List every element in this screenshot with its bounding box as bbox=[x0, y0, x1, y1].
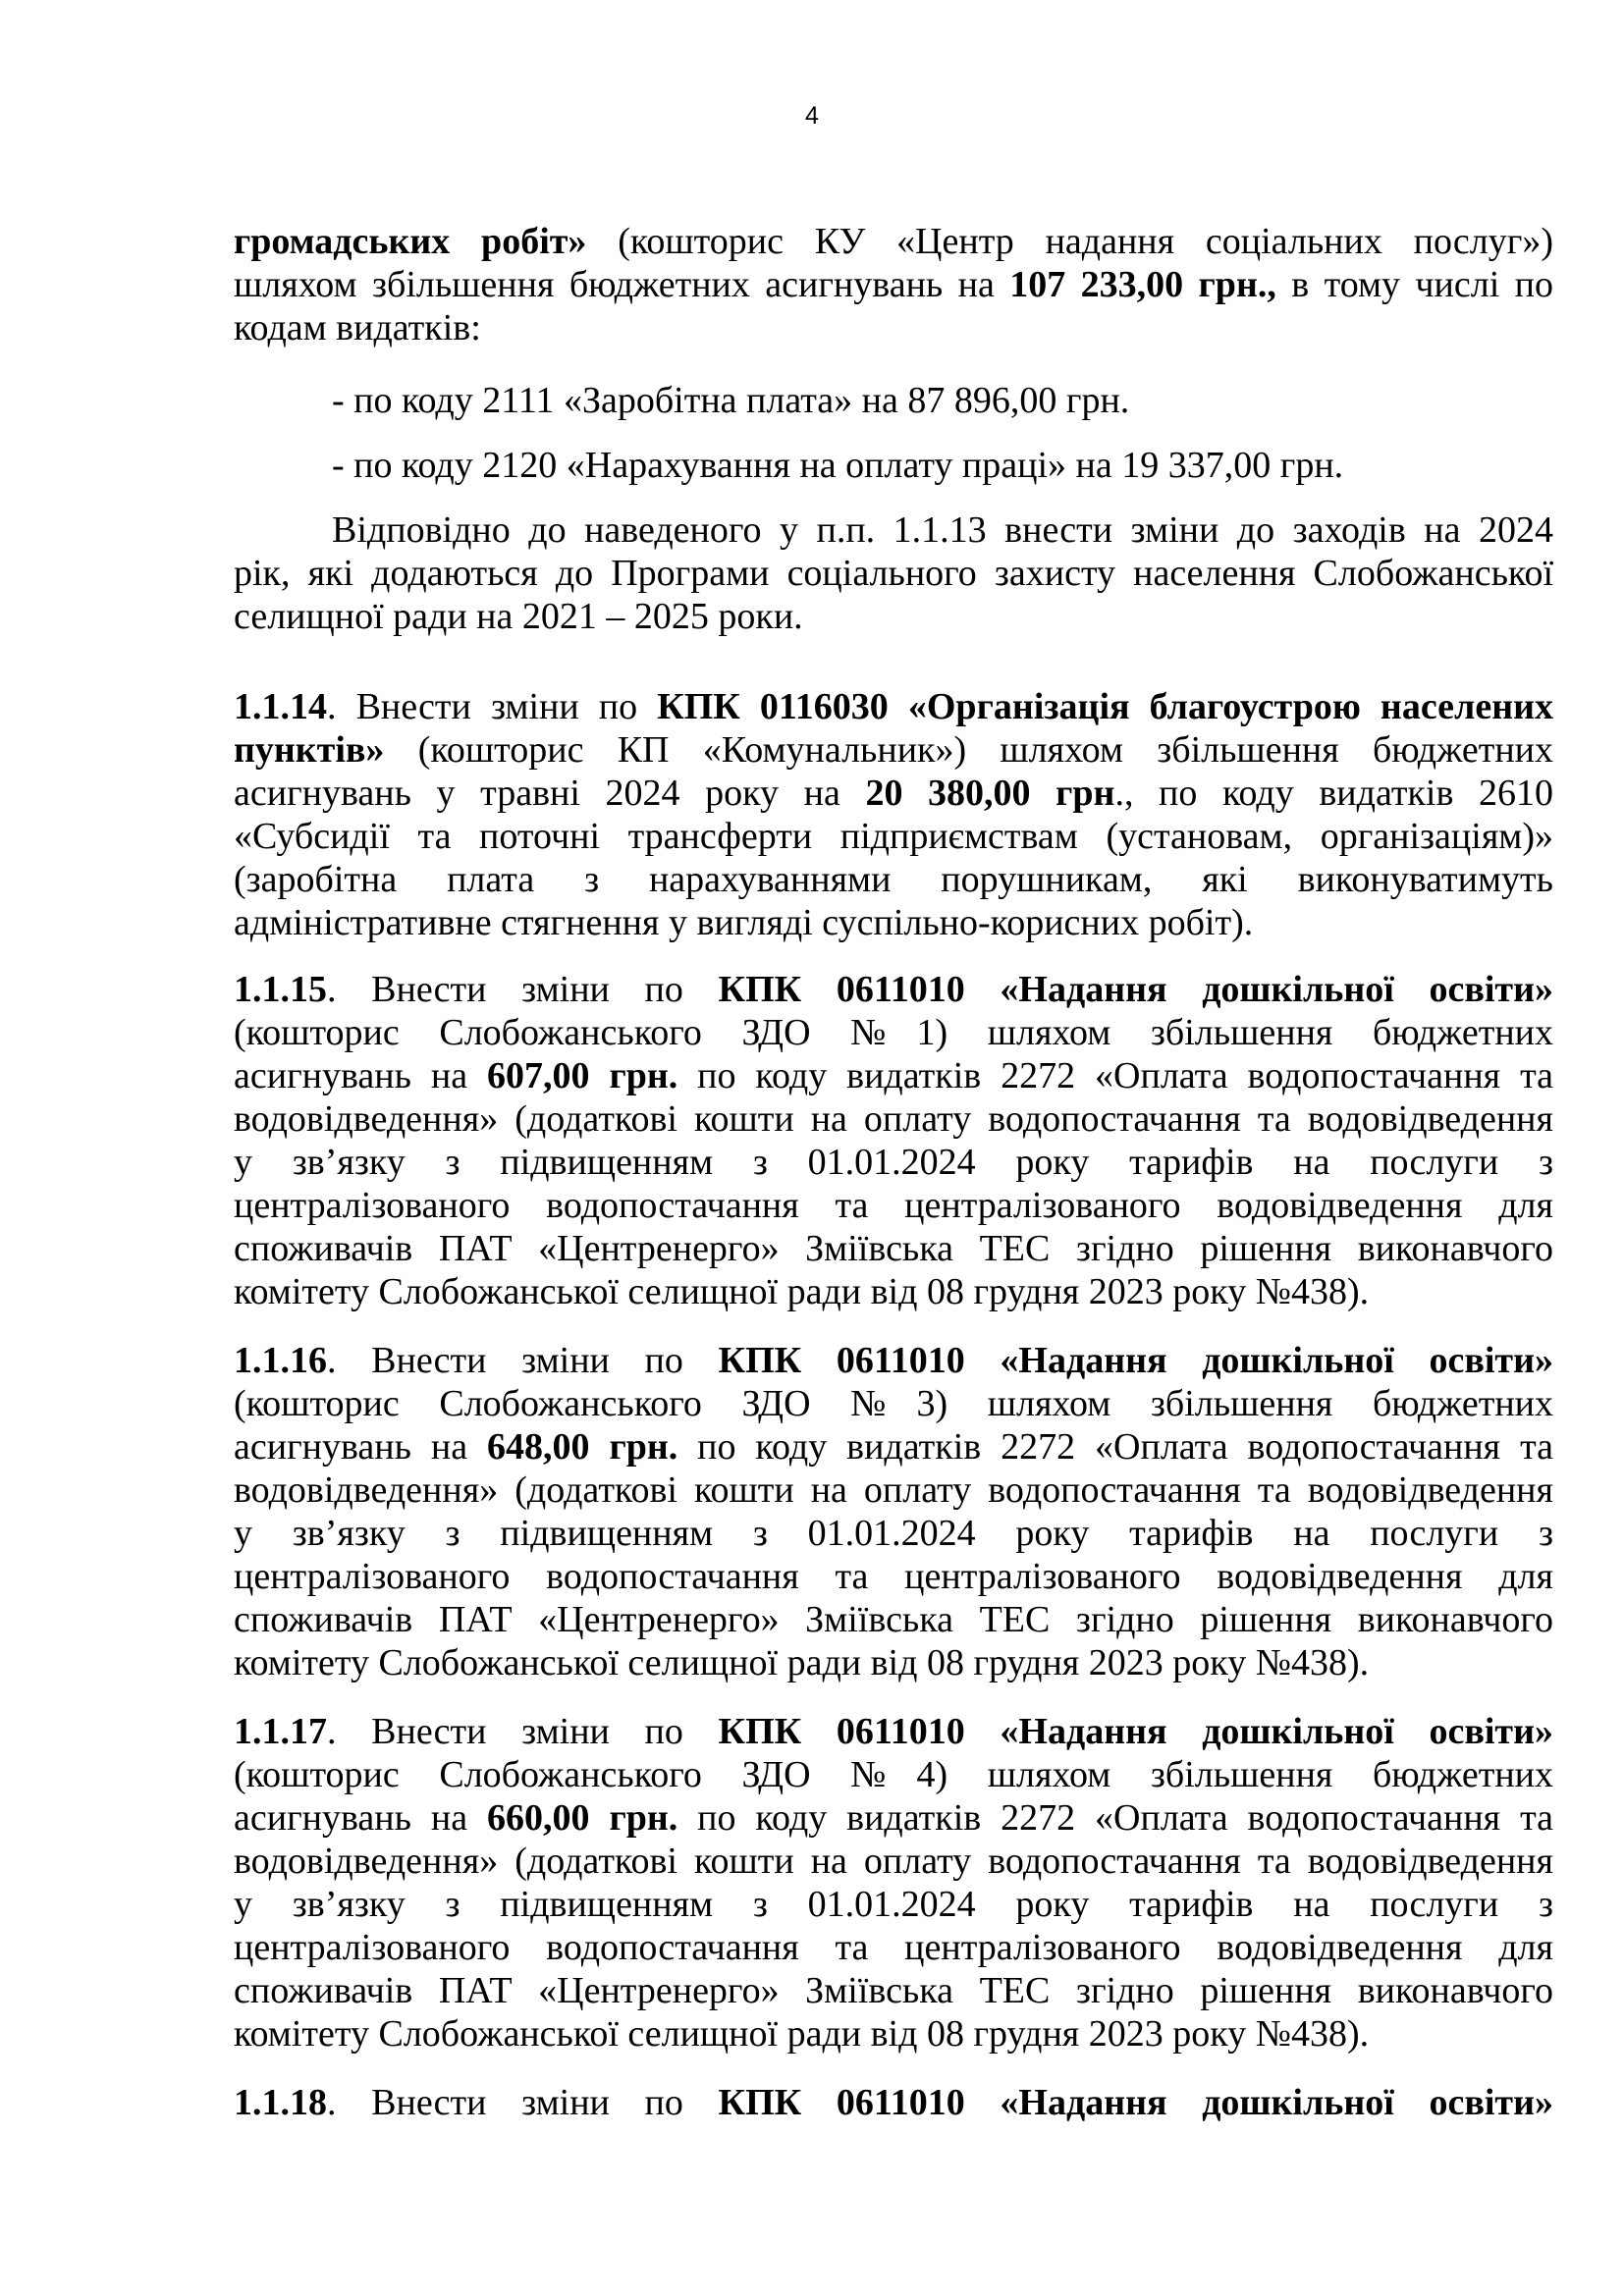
section-1-1-16-line: споживачів ПАТ «Центренерго» Зміївська ТЕС згідно рішення виконавчого bbox=[234, 1599, 1553, 1640]
text-run: асигнувань на bbox=[234, 1797, 488, 1839]
text-run: по коду видатків 2272 «Оплата водопостачання та bbox=[677, 1797, 1554, 1839]
section-1-1-14-line: (заробітна плата з нарахуваннями порушникам, які виконуватимуть bbox=[234, 859, 1553, 900]
text-run: . Внести зміни по bbox=[327, 969, 719, 1010]
list-item-2120: - по коду 2120 «Нарахування на оплату праці» на 19 337,00 грн. bbox=[332, 445, 1344, 486]
text-run: (кошторис КП «Комунальник») шляхом збільшення бюджетних bbox=[384, 729, 1553, 771]
amount-bold: 660,00 грн. bbox=[487, 1797, 678, 1839]
paragraph-line bbox=[234, 220, 1553, 263]
section-1-1-18-line bbox=[234, 2081, 1553, 2124]
section-1-1-16-line: комітету Слобожанської селищної ради від 08 грудня 2023 року №438). bbox=[234, 1642, 1370, 1683]
section-1-1-17-line: комітету Слобожанської селищної ради від 08 грудня 2023 року №438). bbox=[234, 2013, 1370, 2055]
bold-text: пунктів» bbox=[234, 729, 385, 771]
paragraph-line bbox=[234, 263, 1553, 306]
amount-bold: 20 380,00 грн bbox=[865, 773, 1115, 814]
bold-text: КПК 0611010 «Надання дошкільної освіти» bbox=[718, 2082, 1553, 2123]
section-1-1-16-line bbox=[234, 1425, 1553, 1468]
page-number: 4 bbox=[805, 102, 819, 130]
section-1-1-15-line: у зв’язку з підвищенням з 01.01.2024 року тарифів на послуги з bbox=[234, 1142, 1553, 1183]
section-1-1-15-line bbox=[234, 1054, 1553, 1097]
amount-bold: 107 233,00 грн., bbox=[1009, 264, 1276, 305]
section-1-1-16-line: водовідведення» (додаткові кошти на оплату водопостачання та водовідведення bbox=[234, 1469, 1553, 1511]
text-run: по коду видатків 2272 «Оплата водопостачання та bbox=[677, 1426, 1554, 1468]
section-1-1-16-line bbox=[234, 1339, 1553, 1382]
text-run: в тому числі по bbox=[1275, 264, 1553, 305]
section-1-1-17-line: централізованого водопостачання та централізованого водовідведення для bbox=[234, 1927, 1553, 1968]
section-1-1-17-line: у зв’язку з підвищенням з 01.01.2024 року тарифів на послуги з bbox=[234, 1884, 1553, 1925]
section-1-1-17-line: водовідведення» (додаткові кошти на оплату водопостачання та водовідведення bbox=[234, 1841, 1553, 1882]
text-run: асигнувань на bbox=[234, 1055, 488, 1096]
section-1-1-17-line: (кошторис Слобожанського ЗДО №4) шляхом збільшення бюджетних bbox=[234, 1754, 1553, 1795]
text-run: . Внести зміни по bbox=[327, 2082, 719, 2123]
section-number: 1.1.15 bbox=[234, 969, 327, 1010]
section-1-1-14-line bbox=[234, 772, 1553, 815]
section-1-1-15-line: централізованого водопостачання та централізованого водовідведення для bbox=[234, 1185, 1553, 1226]
section-1-1-14-line bbox=[234, 728, 1553, 772]
paragraph-line: рік, які додаються до Програми соціального захисту населення Слобожанської bbox=[234, 553, 1553, 594]
text-run: . Внести зміни по bbox=[327, 1340, 719, 1381]
section-1-1-15-line: споживачів ПАТ «Центренерго» Зміївська ТЕС згідно рішення виконавчого bbox=[234, 1228, 1553, 1269]
section-1-1-15-line: (кошторис Слобожанського ЗДО №1) шляхом збільшення бюджетних bbox=[234, 1012, 1553, 1053]
amount-bold: 648,00 грн. bbox=[487, 1426, 678, 1468]
section-number: 1.1.17 bbox=[234, 1711, 327, 1752]
section-1-1-16-line: централізованого водопостачання та централізованого водовідведення для bbox=[234, 1556, 1553, 1597]
text-run: асигнувань у травні 2024 року на bbox=[234, 773, 866, 814]
text-run: . Внести зміни по bbox=[327, 1711, 719, 1752]
bold-text: КПК 0611010 «Надання дошкільної освіти» bbox=[718, 969, 1553, 1010]
bold-text: громадських робіт» bbox=[234, 221, 587, 262]
section-1-1-14-line bbox=[234, 685, 1553, 728]
section-1-1-15-line bbox=[234, 968, 1553, 1011]
section-number: 1.1.16 bbox=[234, 1340, 327, 1381]
section-1-1-14-line: «Субсидії та поточні трансферти підприємствам (установам, організаціям)» bbox=[234, 816, 1553, 857]
section-1-1-16-line: (кошторис Слобожанського ЗДО №3) шляхом збільшення бюджетних bbox=[234, 1383, 1553, 1424]
list-item-2111: - по коду 2111 «Заробітна плата» на 87 896,00 грн. bbox=[332, 380, 1130, 421]
text-run: асигнувань на bbox=[234, 1426, 488, 1468]
section-1-1-17-line bbox=[234, 1796, 1553, 1840]
text-run: (кошторис КУ «Центр надання соціальних послуг») bbox=[586, 221, 1553, 262]
text-run: по коду видатків 2272 «Оплата водопостачання та bbox=[677, 1055, 1554, 1096]
bold-text: КПК 0611010 «Надання дошкільної освіти» bbox=[718, 1711, 1553, 1752]
section-1-1-15-line: комітету Слобожанської селищної ради від 08 грудня 2023 року №438). bbox=[234, 1271, 1370, 1312]
text-run: ., по коду видатків 2610 bbox=[1114, 773, 1553, 814]
section-1-1-17-line: споживачів ПАТ «Центренерго» Зміївська ТЕС згідно рішення виконавчого bbox=[234, 1970, 1553, 2011]
bold-text: КПК 0611010 «Надання дошкільної освіти» bbox=[718, 1340, 1553, 1381]
section-1-1-16-line: у зв’язку з підвищенням з 01.01.2024 року тарифів на послуги з bbox=[234, 1513, 1553, 1554]
section-1-1-15-line: водовідведення» (додаткові кошти на оплату водопостачання та водовідведення bbox=[234, 1098, 1553, 1140]
section-1-1-17-line bbox=[234, 1710, 1553, 1753]
amount-bold: 607,00 грн. bbox=[487, 1055, 678, 1096]
paragraph-line: Відповідно до наведеного у п.п. 1.1.13 внести зміни до заходів на 2024 bbox=[332, 509, 1553, 551]
bold-text: КПК 0116030 «Організація благоустрою населених bbox=[657, 686, 1553, 727]
section-number: 1.1.18 bbox=[234, 2082, 327, 2123]
paragraph-line: селищної ради на 2021 – 2025 роки. bbox=[234, 596, 803, 637]
text-run: . Внести зміни по bbox=[327, 686, 658, 727]
text-run: шляхом збільшення бюджетних асигнувань на bbox=[234, 264, 1010, 305]
section-number: 1.1.14 bbox=[234, 686, 327, 727]
section-1-1-14-line: адміністративне стягнення у вигляді суспільно-корисних робіт). bbox=[234, 902, 1254, 943]
paragraph-line: кодам видатків: bbox=[234, 307, 481, 348]
